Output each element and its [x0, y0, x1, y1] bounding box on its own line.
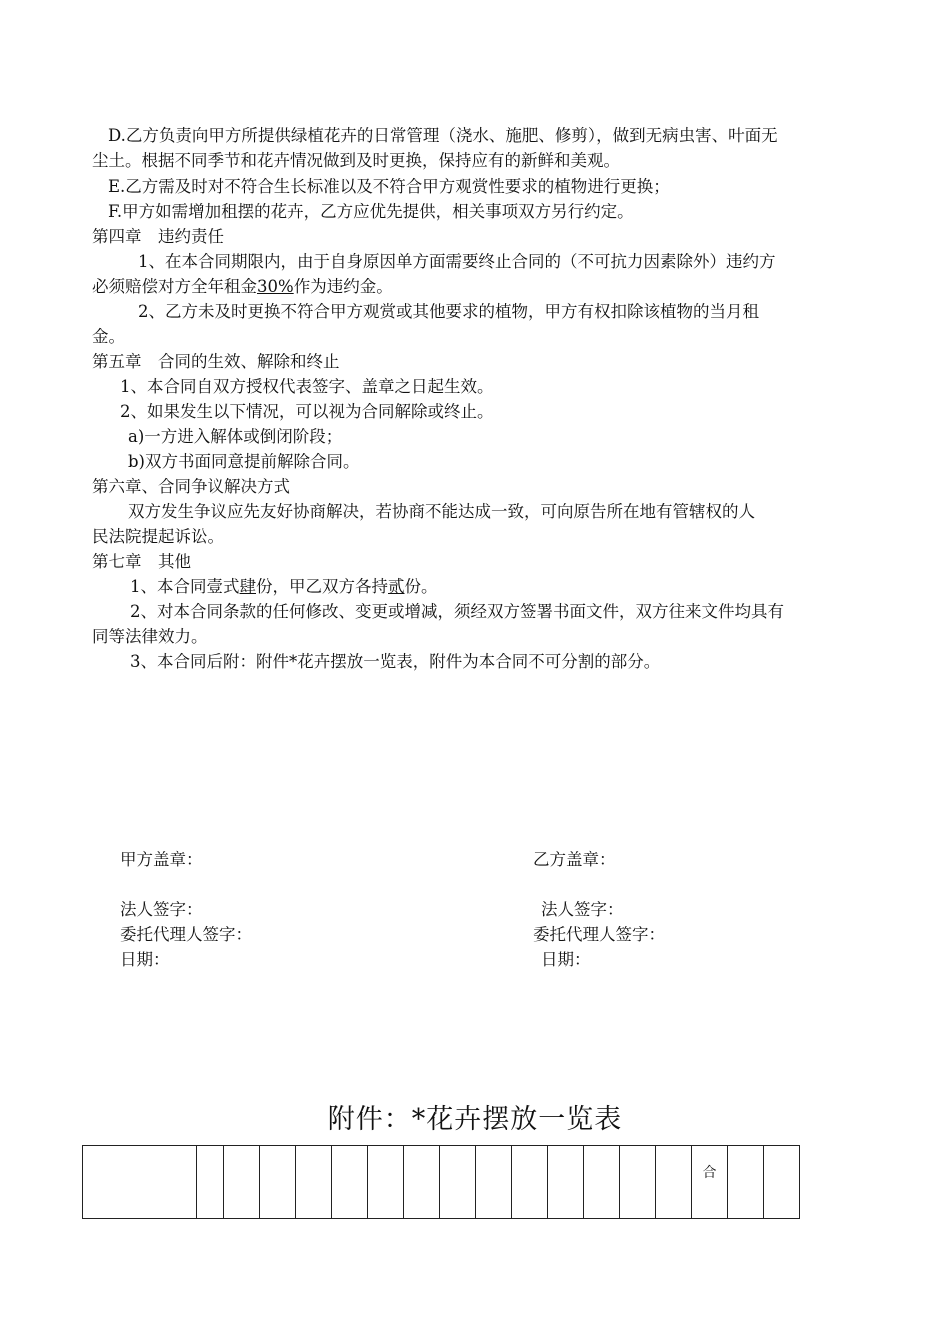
chapter6-line1: 双方发生争议应先友好协商解决，若协商不能达成一致，可向原告所在地有管辖权的人 — [128, 502, 755, 521]
penalty-percent: 30% — [257, 277, 294, 296]
party-a-seal-label: 甲方盖章： — [120, 850, 203, 869]
table-header-total: 合 — [692, 1146, 728, 1219]
table-cell — [584, 1146, 620, 1219]
chapter4-item1-text-b: 作为违约金。 — [293, 277, 393, 296]
table-cell — [764, 1146, 800, 1219]
chapter7-item1-text-b: 份，甲乙双方各持 — [256, 577, 388, 596]
copies-each: 贰 — [388, 577, 405, 596]
table-cell — [656, 1146, 692, 1219]
table-cell — [197, 1146, 224, 1219]
clause-e: E.乙方需及时对不符合生长标准以及不符合甲方观赏性要求的植物进行更换； — [108, 177, 670, 196]
table-cell — [260, 1146, 296, 1219]
chapter7-item3: 3、本合同后附：附件*花卉摆放一览表，附件为本合同不可分割的部分。 — [130, 652, 661, 671]
chapter6-title: 第六章、合同争议解决方式 — [92, 477, 290, 496]
table-cell — [476, 1146, 512, 1219]
chapter6-line2: 民法院提起诉讼。 — [92, 527, 224, 546]
clause-d-line1: D.乙方负责向甲方所提供绿植花卉的日常管理（浇水、施肥、修剪），做到无病虫害、叶面无 — [108, 126, 778, 145]
chapter4-item1-line1: 1、在本合同期限内，由于自身原因单方面需要终止合同的（不可抗力因素除外）违约方 — [138, 252, 776, 271]
chapter7-title: 第七章 其他 — [92, 552, 191, 571]
table-cell — [440, 1146, 476, 1219]
clause-d-line2: 尘土。根据不同季节和花卉情况做到及时更换，保持应有的新鲜和美观。 — [92, 151, 620, 170]
table-cell — [224, 1146, 260, 1219]
table-cell — [548, 1146, 584, 1219]
chapter7-item1-text-c: 份。 — [404, 577, 438, 596]
party-b-date-label: 日期： — [541, 950, 591, 969]
clause-f: F.甲方如需增加租摆的花卉，乙方应优先提供，相关事项双方另行约定。 — [108, 202, 634, 221]
chapter5-item2a: a)一方进入解体或倒闭阶段； — [128, 427, 343, 446]
party-a-date-label: 日期： — [120, 950, 170, 969]
chapter5-title: 第五章 合同的生效、解除和终止 — [92, 352, 340, 371]
chapter7-item1-text-a: 1、本合同壹式 — [130, 577, 240, 596]
chapter5-item2: 2、如果发生以下情况，可以视为合同解除或终止。 — [120, 402, 494, 421]
table-cell — [620, 1146, 656, 1219]
chapter7-item1 — [130, 575, 438, 599]
chapter5-item1: 1、本合同自双方授权代表签字、盖章之日起生效。 — [120, 377, 494, 396]
chapter4-item2-line1: 2、乙方未及时更换不符合甲方观赏或其他要求的植物，甲方有权扣除该植物的当月租 — [138, 302, 759, 321]
chapter5-item2b: b)双方书面同意提前解除合同。 — [128, 452, 360, 471]
attachment-header-row — [83, 1146, 800, 1219]
table-cell — [404, 1146, 440, 1219]
chapter4-item1-text-a: 必须赔偿对方全年租金 — [92, 277, 257, 296]
table-cell — [83, 1146, 197, 1219]
party-b-legal-label: 法人签字： — [541, 900, 624, 919]
chapter7-item2-line1: 2、对本合同条款的任何修改、变更或增减，须经双方签署书面文件，双方往来文件均具有 — [130, 602, 784, 621]
table-cell — [332, 1146, 368, 1219]
party-a-legal-label: 法人签字： — [120, 900, 203, 919]
chapter4-item2-line2: 金。 — [92, 327, 125, 346]
attachment-table — [82, 1145, 800, 1219]
party-b-seal-label: 乙方盖章： — [533, 850, 616, 869]
chapter4-item1-line2 — [92, 275, 393, 299]
table-cell — [728, 1146, 764, 1219]
table-cell — [368, 1146, 404, 1219]
chapter7-item2-line2: 同等法律效力。 — [92, 627, 208, 646]
party-b-agent-label: 委托代理人签字： — [533, 925, 665, 944]
attachment-title: 附件：*花卉摆放一览表 — [327, 1104, 623, 1135]
chapter4-title: 第四章 违约责任 — [92, 227, 224, 246]
table-cell — [296, 1146, 332, 1219]
table-cell — [512, 1146, 548, 1219]
copies-total: 肆 — [239, 577, 256, 596]
party-a-agent-label: 委托代理人签字： — [120, 925, 252, 944]
